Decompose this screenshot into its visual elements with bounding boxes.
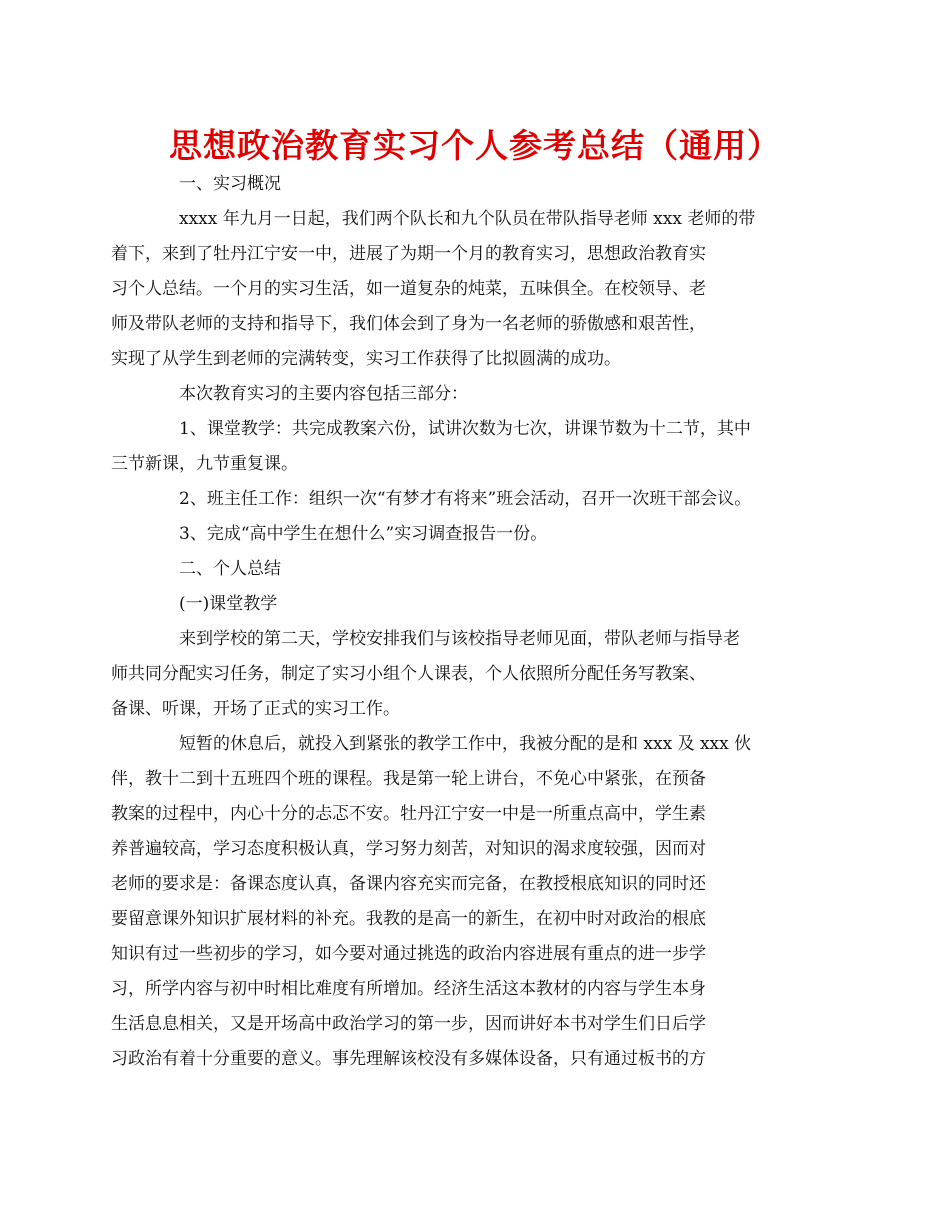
paragraph [111,622,825,727]
text-line: 师共同分配实习任务，制定了实习小组个人课表，个人依照所分配任务写教案、 [111,664,706,684]
text-line: 要留意课外知识扩展材料的补充。我教的是高一的新生，在初中时对政治的根底 [111,909,706,929]
paragraph [111,727,825,1077]
paragraph [111,412,825,482]
text-line: 来到学校的第二天，学校安排我们与该校指导老师见面，带队老师与指导老 [179,629,740,649]
text-line: 一、实习概况 [179,174,281,194]
text-line: 着下，来到了牡丹江宁安一中，进展了为期一个月的教育实习，思想政治教育实 [111,244,706,264]
text-line: 实现了从学生到老师的完满转变，实习工作获得了比拟圆满的成功。 [111,349,621,369]
text-line: 习政治有着十分重要的意义。事先理解该校没有多媒体设备，只有通过板书的方 [111,1049,706,1069]
text-line: 知识有过一些初步的学习，如今要对通过挑选的政治内容进展有重点的进一步学 [111,944,706,964]
text-line: 本次教育实习的主要内容包括三部分： [179,384,468,404]
text-line: 伴，教十二到十五班四个班的课程。我是第一轮上讲台，不免心中紧张，在预备 [111,769,706,789]
text-line: 备课、听课，开场了正式的实习工作。 [111,699,400,719]
text-line: 养普遍较高，学习态度积极认真，学习努力刻苦，对知识的渴求度较强，因而对 [111,839,706,859]
text-line: 教案的过程中，内心十分的忐忑不安。牡丹江宁安一中是一所重点高中，学生素 [111,804,706,824]
text-line: 师及带队老师的支持和指导下，我们体会到了身为一名老师的骄傲感和艰苦性， [111,314,706,334]
document-title: 思想政治教育实习个人参考总结（通用） [169,126,781,165]
text-line: xxxx 年九月一日起，我们两个队长和九个队员在带队指导老师 xxx 老师的带 [179,209,756,229]
text-line: 1、课堂教学：共完成教案六份，试讲次数为七次，讲课节数为十二节，其中 [179,419,751,439]
paragraph [145,167,825,202]
paragraph [145,552,825,587]
text-line: 3、完成“高中学生在想什么”实习调查报告一份。 [179,524,548,544]
paragraph [145,377,825,412]
text-line: 老师的要求是：备课态度认真，备课内容充实而完备，在教授根底知识的同时还 [111,874,706,894]
text-line: 习个人总结。一个月的实习生活，如一道复杂的炖菜，五味俱全。在校领导、老 [111,279,706,299]
text-line: 三节新课，九节重复课。 [111,454,298,474]
paragraph [111,202,825,377]
document-body [111,167,825,1077]
text-line: 二、个人总结 [179,559,281,579]
text-line: 生活息息相关，又是开场高中政治学习的第一步，因而讲好本书对学生们日后学 [111,1014,706,1034]
text-line: 习，所学内容与初中时相比难度有所增加。经济生活这本教材的内容与学生本身 [111,979,706,999]
paragraph [145,517,825,552]
paragraph [145,482,825,517]
paragraph [145,587,825,622]
text-line: 2、班主任工作：组织一次“有梦才有将来”班会活动，召开一次班干部会议。 [179,489,752,509]
text-line: (一)课堂教学 [179,594,278,614]
text-line: 短暂的休息后，就投入到紧张的教学工作中，我被分配的是和 xxx 及 xxx 伙 [179,734,752,754]
